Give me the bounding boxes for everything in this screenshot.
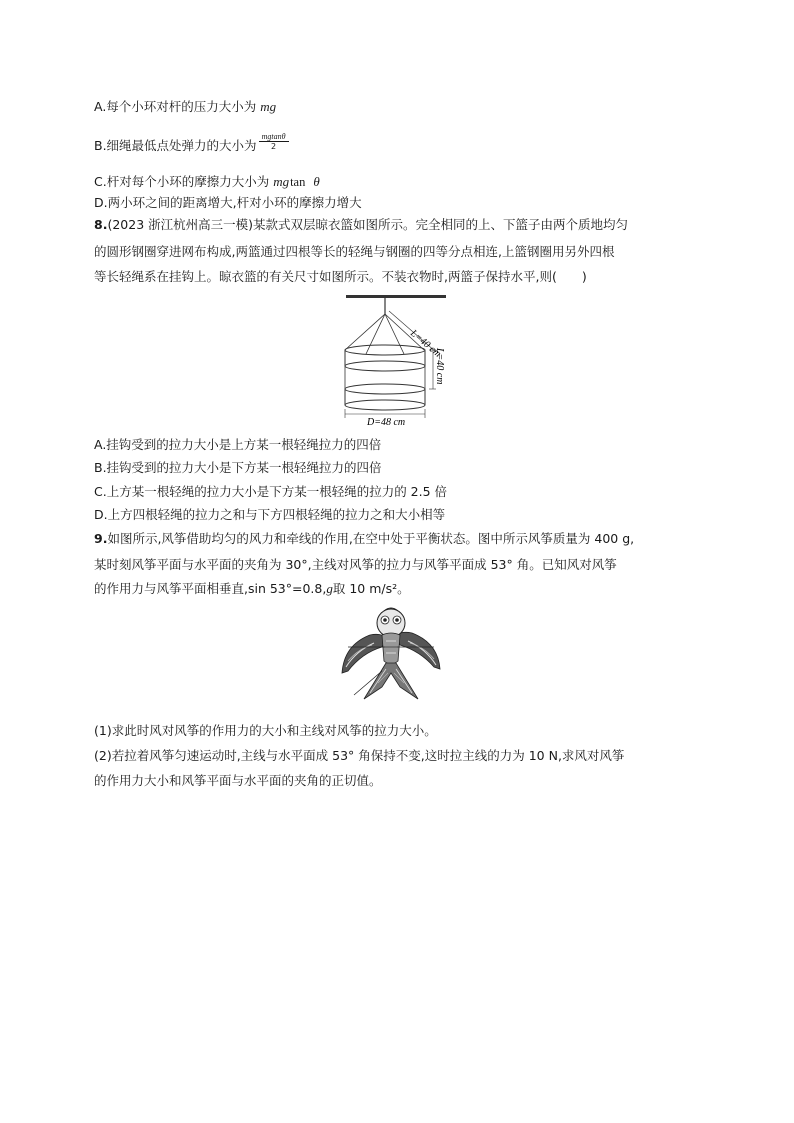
q9-line-1: [94, 530, 634, 548]
q9-line-1-text: 如图所示,风筝借助均匀的风力和牵线的作用,在空中处于平衡状态。图中所示风筝质量为 400 g,: [107, 531, 635, 546]
fraction-denominator: 2: [270, 142, 277, 151]
basket-figure: [336, 292, 466, 428]
label-top-rope: L=40 cm: [408, 327, 444, 360]
label-side-rope: L=40 cm: [434, 348, 445, 385]
q7-option-d: D.两小环之间的距离增大,杆对小环的摩擦力增大: [94, 195, 362, 210]
q9-line-3-g: g: [326, 581, 333, 596]
q8-option-b: B.挂钩受到的拉力大小是下方某一根轻绳拉力的四倍: [94, 460, 382, 475]
q7-option-a-text: A.每个小环对杆的压力大小为: [94, 99, 261, 114]
q8-line-1-text: (2023 浙江杭州高三一模)某款式双层晾衣篮如图所示。完全相同的上、下篮子由两个质地均匀: [107, 217, 628, 232]
q9-line-2: 某时刻风筝平面与水平面的夹角为 30°,主线对风筝的拉力与风筝平面成 53° 角。已知风对风筝: [94, 557, 617, 572]
q8-option-d: D.上方四根轻绳的拉力之和与下方四根轻绳的拉力之和大小相等: [94, 507, 446, 522]
q9-sub-2-line-1: (2)若拉着风筝匀速运动时,主线与水平面成 53° 角保持不变,这时拉主线的力为 10 N,求风对风筝: [94, 748, 625, 763]
q9-line-3-text-b: 取 10 m/s²。: [332, 581, 410, 596]
q8-line-2: 的圆形钢圈穿进网布构成,两篮通过四根等长的轻绳与钢圈的四等分点相连,上篮钢圈用另外四根: [94, 244, 615, 259]
q7-option-c-math: mg: [273, 174, 290, 189]
kite-figure: [334, 603, 446, 703]
q9-line-3-text-a: 的作用力与风筝平面相垂直,sin 53°=0.8,: [94, 581, 327, 596]
q9-sub-2-line-2: 的作用力大小和风筝平面与水平面的夹角的正切值。: [94, 773, 382, 788]
q8-number: 8.: [94, 217, 108, 232]
hook-bar: [346, 295, 446, 298]
q9-line-3: [94, 580, 410, 598]
label-diameter: D=48 cm: [367, 417, 406, 428]
q8-line-3: 等长轻绳系在挂钩上。晾衣篮的有关尺寸如图所示。不装衣物时,两篮子保持水平,则( ): [94, 269, 587, 284]
q8-option-c: C.上方某一根轻绳的拉力大小是下方某一根轻绳的拉力的 2.5 倍: [94, 484, 448, 499]
q9-sub-1: (1)求此时风对风筝的作用力的大小和主线对风筝的拉力大小。: [94, 723, 437, 738]
q7-option-c-tan: tan: [290, 175, 306, 189]
q7-option-a: [94, 98, 276, 116]
q7-option-b-text: B.细绳最低点处弹力的大小为: [94, 138, 257, 153]
q7-option-b-fraction: [259, 132, 289, 151]
q9-number: 9.: [94, 531, 108, 546]
q8-option-a: A.挂钩受到的拉力大小是上方某一根轻绳拉力的四倍: [94, 437, 382, 452]
q7-option-c: [94, 173, 320, 191]
fraction-numerator: mgtanθ: [259, 132, 289, 142]
q7-option-c-text: C.杆对每个小环的摩擦力大小为: [94, 174, 274, 189]
q7-option-a-math: mg: [260, 99, 277, 114]
q7-option-c-theta: θ: [313, 174, 320, 189]
q8-line-1: [94, 216, 628, 234]
